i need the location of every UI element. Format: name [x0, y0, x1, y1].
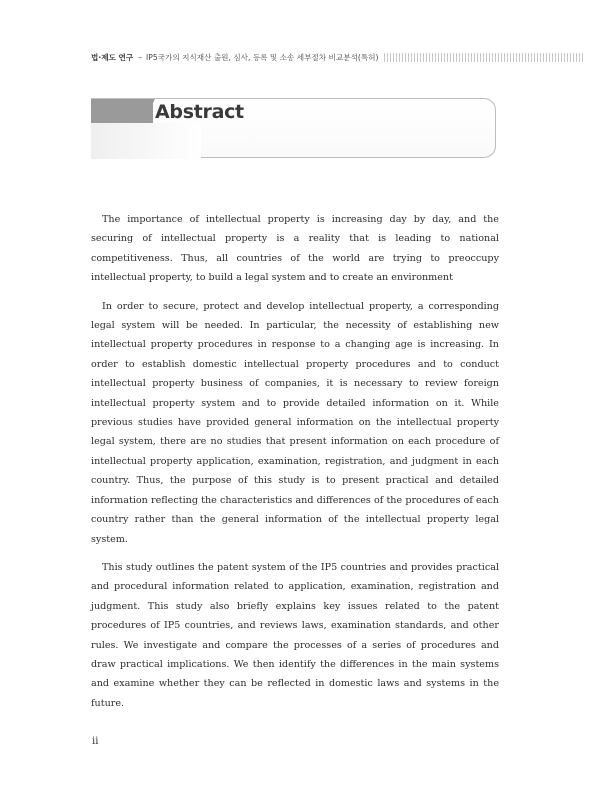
paragraph-1: The importance of intellectual property is increasing day by day, and the securing of intellectual property is a reality that is leading to national competitiveness. Thus, all countries of the world are trying to preoccupy intellectual property, to build a legal system and to create an environment — [91, 214, 499, 284]
header-series-label: 법·제도 연구 — [91, 52, 134, 62]
page-number: ii — [92, 736, 99, 747]
header-rule — [384, 53, 583, 62]
section-title: Abstract — [155, 101, 244, 123]
abstract-body — [91, 210, 499, 722]
abstract-banner — [91, 98, 496, 158]
header-report-title: IP5국가의 지식재산 출원, 심사, 등록 및 소송 세부절차 비교분석(특허) — [146, 52, 379, 62]
banner-shade — [91, 123, 201, 159]
header-dash: – — [138, 52, 143, 62]
paragraph-2: In order to secure, protect and develop intellectual property, a corresponding legal system will be needed. In particular, the necessity of establishing new intellectual property procedures in response to a changing age is increasing. In order to establish domestic intellectual property procedures and to conduct intellectual property business of companies, it is necessary to review foreign intellectual property system and to provide detailed information on it. While previous studies have provided general information on the intellectual property legal system, there are no studies that present information on each procedure of intellectual property application, examination, registration, and judgment in each country. Thus, the purpose of this study is to present practical and detailed information reflecting the characteristics and differences of the procedures of each country rather than the general information of the intellectual property legal system. — [91, 300, 499, 545]
banner-tab-notch — [143, 99, 155, 123]
paragraph-3: This study outlines the patent system of the IP5 countries and provides practical and procedural information related to application, examination, registration and judgment. This study also briefly explains key issues related to the patent procedures of IP5 countries, and reviews laws, examination standards, and other rules. We investigate and compare the processes of a series of procedures and draw practical implications. We then identify the differences in the main systems and examine whether they can be reflected in domestic laws and systems in the future. — [91, 561, 499, 709]
running-header — [91, 50, 583, 64]
